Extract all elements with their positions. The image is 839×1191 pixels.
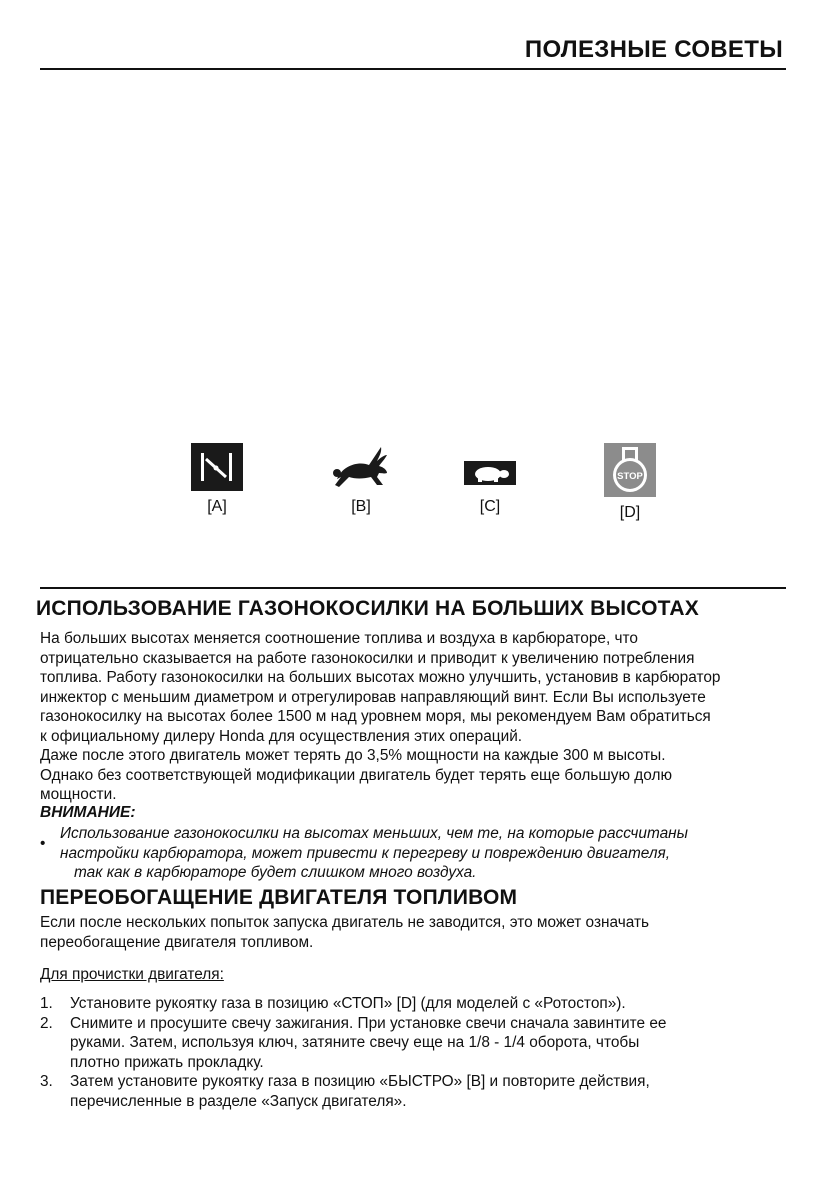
page-title: ПОЛЕЗНЫЕ СОВЕТЫ [524, 36, 783, 63]
list-item [40, 1072, 810, 1111]
stop-text: STOP [617, 471, 643, 482]
text-line: инжектор с меньшим диаметром и отрегулировав направляющий винт. Если Вы используете [40, 688, 706, 706]
icon-b-label: [B] [351, 498, 371, 515]
text-line: настройки карбюратора, может привести к перегреву и повреждению двигателя, [60, 844, 671, 862]
step-number: 1. [40, 995, 53, 1012]
text-line: Однако без соответствующей модификации двигатель будет терять еще большую долю [40, 766, 673, 784]
icon-c-group [450, 443, 530, 516]
text-line: плотно прижать прокладку. [70, 1053, 264, 1071]
text-line: газонокосилку на высотах более 1500 м над уровнем моря, мы рекомендуем Вам обратиться [40, 708, 711, 725]
text-line: руками. Затем, используя ключ, затяните свечу еще на 1/8 - 1/4 оборота, чтобы [70, 1034, 640, 1051]
caution-text [60, 824, 800, 883]
turtle-slow-icon [458, 443, 522, 491]
list-item [40, 994, 810, 1014]
cleaning-subheading: Для прочистки двигателя: [40, 966, 224, 983]
section-high-altitude-title: ИСПОЛЬЗОВАНИЕ ГАЗОНОКОСИЛКИ НА БОЛЬШИХ ВЫСОТАХ [36, 597, 699, 620]
list-item [40, 1014, 810, 1073]
text-line: к официальному дилеру Honda для осуществления этих операций. [40, 727, 523, 745]
bullet-icon: • [40, 835, 46, 852]
icon-a-label: [A] [207, 498, 227, 515]
text-line: Если после нескольких попыток запуска двигатель не заводится, это может означать [40, 914, 650, 931]
text-line: топлива. Работу газонокосилки на больших высотах можно улучшить, установив в карбюратор [40, 669, 721, 686]
text-line: так как в карбюраторе будет слишком много воздуха. [74, 864, 477, 881]
caution-list [40, 824, 800, 883]
step-number: 2. [40, 1014, 53, 1032]
text-line: Снимите и просушите свечу зажигания. При установке свечи сначала завинтите ее [70, 1014, 667, 1032]
icon-d-group [590, 443, 670, 522]
section-flooded-engine-title: ПЕРЕОБОГАЩЕНИЕ ДВИГАТЕЛЯ ТОПЛИВОМ [40, 886, 518, 909]
stop-icon [600, 443, 660, 497]
caution-title: ВНИМАНИЕ: [40, 804, 136, 821]
icon-c-label: [C] [479, 498, 501, 515]
text-line: На больших высотах меняется соотношение топлива и воздуха в карбюраторе, что [40, 630, 638, 647]
flooded-engine-paragraph [40, 913, 815, 952]
text-line: Затем установите рукоятку газа в позицию «БЫСТРО» [B] и повторите действия, [70, 1073, 650, 1090]
text-line: перечисленные в разделе «Запуск двигателя». [70, 1092, 407, 1110]
text-line: переобогащение двигателя топливом. [40, 933, 314, 951]
text-line: Использование газонокосилки на высотах меньших, чем те, на которые рассчитаны [60, 825, 688, 842]
text-line: мощности. [40, 786, 117, 803]
icon-a-group [177, 443, 257, 516]
rabbit-fast-icon [329, 443, 393, 491]
section-divider [40, 587, 786, 589]
step-number: 3. [40, 1073, 53, 1090]
icon-b-group [321, 443, 401, 516]
icon-d-label: [D] [619, 504, 641, 521]
header-divider [40, 68, 786, 70]
text-line: Установите рукоятку газа в позицию «СТОП» [D] (для моделей с «Ротостоп»). [70, 995, 626, 1012]
choke-icon [189, 443, 245, 491]
text-line: Даже после этого двигатель может терять до 3,5% мощности на каждые 300 м высоты. [40, 747, 666, 764]
steps-list [40, 994, 810, 1111]
text-line: отрицательно сказывается на работе газонокосилки и приводит к увеличению потребления [40, 649, 695, 667]
high-altitude-paragraph [40, 629, 815, 805]
